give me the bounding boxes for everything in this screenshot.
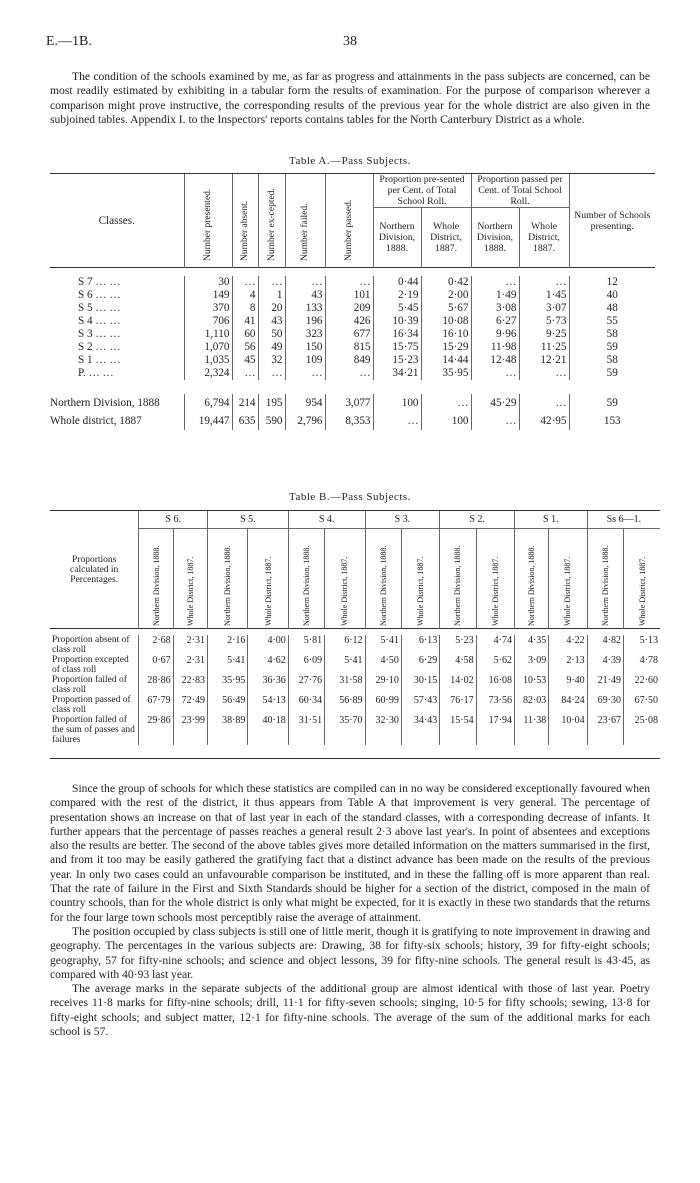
percentage-cell: 9·40 (549, 675, 587, 695)
percentage-cell: 25·08 (624, 715, 660, 745)
cell-qn: … (471, 367, 519, 380)
percentage-cell: 4·62 (248, 655, 288, 675)
percentage-cell: 56·49 (208, 695, 248, 715)
cell-absent: 635 (232, 412, 258, 430)
whole-district-header: Whole District, 1887. (549, 529, 587, 629)
cell-pw: 100 (421, 412, 471, 430)
percentage-cell: 4·00 (248, 635, 288, 655)
whole-district-header: Whole District, 1887. (624, 529, 660, 629)
cell-schools: 59 (569, 394, 655, 412)
whole-district-header: Whole District, 1887. (401, 529, 439, 629)
percentage-cell: 6·12 (325, 635, 365, 655)
cell-qn: 12·48 (471, 354, 519, 367)
percentage-cell: 4·58 (440, 655, 476, 675)
cell-passed: 8,353 (325, 412, 373, 430)
table-b-row (50, 695, 660, 715)
standard-group-header: S 3. (365, 511, 440, 529)
percentage-cell: 10·04 (549, 715, 587, 745)
cell-failed: 323 (285, 328, 325, 341)
cell-qw: 1·45 (519, 289, 569, 302)
cell-qn: 3·08 (471, 302, 519, 315)
percentage-cell: 29·86 (139, 715, 173, 745)
northern-division-header: Northern Division, 1888. (288, 529, 324, 629)
percentage-cell: 22·60 (624, 675, 660, 695)
cell-passed: … (325, 367, 373, 380)
page-number: 38 (343, 34, 357, 49)
cell-qn: 6·27 (471, 315, 519, 328)
cell-absent: 45 (232, 354, 258, 367)
cell-absent: 56 (232, 341, 258, 354)
cell-pn: 5·45 (373, 302, 421, 315)
percentage-cell: 2·68 (139, 635, 173, 655)
table-a-row (50, 341, 655, 354)
cell-qn: 1·49 (471, 289, 519, 302)
cell-pn: 2·19 (373, 289, 421, 302)
northern-division-header: Northern Division, 1888. (139, 529, 173, 629)
col-failed-header: Number failed. (285, 174, 325, 268)
percentage-cell: 30·15 (401, 675, 439, 695)
percentage-cell: 6·09 (288, 655, 324, 675)
percentage-cell: 5·23 (440, 635, 476, 655)
percentage-cell: 67·79 (139, 695, 173, 715)
class-label: Northern Division, 1888 (50, 396, 160, 409)
cell-pw: 16·10 (421, 328, 471, 341)
cell-qw: … (519, 367, 569, 380)
cell-excepted: 32 (258, 354, 285, 367)
cell-passed: … (325, 276, 373, 289)
table-a-row (50, 367, 655, 380)
cell-absent: 8 (232, 302, 258, 315)
percentage-cell: 32·30 (365, 715, 401, 745)
cell-pw: 0·42 (421, 276, 471, 289)
percentage-cell: 72·49 (173, 695, 207, 715)
cell-pn: 15·23 (373, 354, 421, 367)
cell-failed: … (285, 276, 325, 289)
cell-excepted: 49 (258, 341, 285, 354)
standard-group-header: S 4. (288, 511, 365, 529)
cell-presented: 30 (184, 276, 232, 289)
percentage-cell: 5·13 (624, 635, 660, 655)
percentage-cell: 11·38 (514, 715, 548, 745)
whole-district-header: Whole District, 1887. (325, 529, 365, 629)
cell-presented: 706 (184, 315, 232, 328)
percentage-cell: 6·13 (401, 635, 439, 655)
table-b-corner: Proportions calculated in Percentages. (50, 511, 139, 629)
row-label: Proportion absent of class roll (52, 634, 130, 655)
percentage-cell: 23·67 (587, 715, 623, 745)
table-a-row (50, 354, 655, 367)
cell-qn: 11·98 (471, 341, 519, 354)
class-label: S 4 … … (78, 315, 121, 327)
report-code: E.—1B. (46, 34, 92, 49)
cell-failed: … (285, 367, 325, 380)
percentage-cell: 4·39 (587, 655, 623, 675)
cell-qn: 45·29 (471, 394, 519, 412)
body-paragraph: The average marks in the separate subjects of the additional group are almost identical with those of last year. Poetry receives 11·8 marks for fifty-nine schools; drill, 11·1 for fifty-seven schools; singing, 10·5 for fifty schools; sewing, 13·8 for fifty-eight schools; and subject matter, 12·1 for fifty-nine schools. The average of the sum of the additional marks for each school is 57. (50, 982, 650, 1039)
standard-group-header: S 6. (139, 511, 208, 529)
cell-qn: … (471, 412, 519, 430)
body-paragraph: The position occupied by class subjects is still one of little merit, though it is gratifying to note improvement in drawing and geography. The percentages in the various subjects are: Drawing, 38 for fifty-six schools; history, 39 for fifty-eight schools; geography, 57 for fifty-nine schools; and science and object lessons, 39 for fifty-nine schools. The general result is 43·45, as compared with 40·93 last year. (50, 924, 650, 981)
cell-failed: 150 (285, 341, 325, 354)
northern-division-header: Northern Division, 1888. (365, 529, 401, 629)
cell-schools: 153 (569, 412, 655, 430)
northern-division-header: Northern Division, 1888. (208, 529, 248, 629)
northern-division-header: Northern Division, 1888. (587, 529, 623, 629)
percentage-cell: 69·30 (587, 695, 623, 715)
cell-failed: 43 (285, 289, 325, 302)
cell-absent: … (232, 367, 258, 380)
cell-presented: 6,794 (184, 394, 232, 412)
cell-qw: 42·95 (519, 412, 569, 430)
class-label: S 7 … … (78, 276, 121, 288)
percentage-cell: 10·53 (514, 675, 548, 695)
cell-pw: 2·00 (421, 289, 471, 302)
cell-qw: … (519, 276, 569, 289)
percentage-cell: 3·09 (514, 655, 548, 675)
cell-passed: 209 (325, 302, 373, 315)
percentage-cell: 84·24 (549, 695, 587, 715)
classes-header: Classes. (50, 174, 184, 268)
cell-presented: 1,070 (184, 341, 232, 354)
cell-pn: 10·39 (373, 315, 421, 328)
col-presented-header: Number presented. (184, 174, 232, 268)
standard-group-header: S 1. (514, 511, 587, 529)
cell-pn: 100 (373, 394, 421, 412)
cell-presented: 1,110 (184, 328, 232, 341)
table-b-row (50, 655, 660, 675)
cell-schools: 59 (569, 341, 655, 354)
cell-excepted: 20 (258, 302, 285, 315)
percentage-cell: 27·76 (288, 675, 324, 695)
percentage-cell: 16·08 (476, 675, 514, 695)
percentage-cell: 73·56 (476, 695, 514, 715)
cell-pw: 5·67 (421, 302, 471, 315)
percentage-cell: 4·78 (624, 655, 660, 675)
cell-schools: 58 (569, 328, 655, 341)
group-passed-header: Proportion passed per Cent. of Total School Roll. (471, 174, 569, 208)
percentage-cell: 54·13 (248, 695, 288, 715)
sub-north-passed: Northern Division, 1888. (471, 208, 519, 268)
cell-excepted: … (258, 276, 285, 289)
intro-paragraph (50, 70, 650, 127)
cell-presented: 149 (184, 289, 232, 302)
percentage-cell: 4·82 (587, 635, 623, 655)
percentage-cell: 60·34 (288, 695, 324, 715)
cell-pn: 34·21 (373, 367, 421, 380)
cell-passed: 3,077 (325, 394, 373, 412)
standard-group-header: Ss 6—1. (587, 511, 660, 529)
percentage-cell: 4·22 (549, 635, 587, 655)
whole-district-header: Whole District, 1887. (173, 529, 207, 629)
northern-division-header: Northern Division, 1888. (440, 529, 476, 629)
cell-failed: 133 (285, 302, 325, 315)
percentage-cell: 5·41 (365, 635, 401, 655)
cell-failed: 954 (285, 394, 325, 412)
cell-qw: … (519, 394, 569, 412)
cell-passed: 815 (325, 341, 373, 354)
cell-qw: 12·21 (519, 354, 569, 367)
cell-passed: 677 (325, 328, 373, 341)
cell-excepted: 1 (258, 289, 285, 302)
cell-schools: 48 (569, 302, 655, 315)
cell-schools: 40 (569, 289, 655, 302)
percentage-cell: 22·83 (173, 675, 207, 695)
body-text (50, 782, 650, 1039)
cell-pw: 15·29 (421, 341, 471, 354)
group-presented-header: Proportion pre-sented per Cent. of Total School Roll. (373, 174, 471, 208)
cell-failed: 2,796 (285, 412, 325, 430)
page-header (46, 34, 654, 52)
row-label: Proportion passed of class roll (52, 694, 131, 715)
percentage-cell: 76·17 (440, 695, 476, 715)
percentage-cell: 2·31 (173, 655, 207, 675)
table-a-row (50, 315, 655, 328)
cell-passed: 849 (325, 354, 373, 367)
cell-excepted: 43 (258, 315, 285, 328)
class-label: S 1 … … (78, 354, 121, 366)
percentage-cell: 5·81 (288, 635, 324, 655)
table-b-row (50, 675, 660, 695)
cell-excepted: 50 (258, 328, 285, 341)
cell-presented: 2,324 (184, 367, 232, 380)
percentage-cell: 57·43 (401, 695, 439, 715)
cell-schools: 55 (569, 315, 655, 328)
row-label: Proportion failed of class roll (52, 674, 127, 695)
cell-qw: 11·25 (519, 341, 569, 354)
intro-text: The condition of the schools examined by me, as far as progress and attainments in the pass subjects are concerned, can be most readily estimated by exhibiting in a tabular form the results of examination. For the purpose of comparison wherever a comparison might prove instructive, the corresponding results of the previous year for the whole district are also given in the subjoined tables. Appendix I. to the Inspectors' reports contains tables for the North Canterbury District as a whole. (50, 70, 650, 126)
percentage-cell: 35·95 (208, 675, 248, 695)
percentage-cell: 31·58 (325, 675, 365, 695)
table-b (50, 510, 660, 759)
cell-passed: 426 (325, 315, 373, 328)
percentage-cell: 38·89 (208, 715, 248, 745)
percentage-cell: 2·16 (208, 635, 248, 655)
cell-qw: 3·07 (519, 302, 569, 315)
table-a-row (50, 412, 655, 430)
cell-presented: 19,447 (184, 412, 232, 430)
cell-schools: 58 (569, 354, 655, 367)
cell-pw: 35·95 (421, 367, 471, 380)
cell-failed: 109 (285, 354, 325, 367)
cell-presented: 370 (184, 302, 232, 315)
sub-whole-passed: Whole District, 1887. (519, 208, 569, 268)
cell-pn: 0·44 (373, 276, 421, 289)
class-label: P. … … (78, 367, 114, 379)
cell-absent: 60 (232, 328, 258, 341)
cell-absent: … (232, 276, 258, 289)
table-a-row (50, 394, 655, 412)
cell-pw: 10·08 (421, 315, 471, 328)
class-label: S 5 … … (78, 302, 121, 314)
row-label: Proportion failed of the sum of passes and failures (52, 714, 135, 745)
cell-absent: 41 (232, 315, 258, 328)
col-absent-header: Number absent. (232, 174, 258, 268)
percentage-cell: 4·74 (476, 635, 514, 655)
cell-schools: 59 (569, 367, 655, 380)
percentage-cell: 5·41 (325, 655, 365, 675)
cell-excepted: 195 (258, 394, 285, 412)
cell-passed: 101 (325, 289, 373, 302)
percentage-cell: 82·03 (514, 695, 548, 715)
percentage-cell: 14·02 (440, 675, 476, 695)
table-a-row (50, 328, 655, 341)
class-label: Whole district, 1887 (50, 414, 142, 427)
percentage-cell: 23·99 (173, 715, 207, 745)
percentage-cell: 29·10 (365, 675, 401, 695)
percentage-cell: 0·67 (139, 655, 173, 675)
table-a-row (50, 302, 655, 315)
cell-qn: … (471, 276, 519, 289)
table-b-caption: Table B.—Pass Subjects. (289, 491, 411, 503)
table-a-row (50, 289, 655, 302)
schools-header: Number of Schools presenting. (569, 174, 655, 268)
cell-pn: … (373, 412, 421, 430)
whole-district-header: Whole District, 1887. (476, 529, 514, 629)
cell-pn: 16·34 (373, 328, 421, 341)
percentage-cell: 2·13 (549, 655, 587, 675)
percentage-cell: 17·94 (476, 715, 514, 745)
cell-qn: 9·96 (471, 328, 519, 341)
row-label: Proportion excepted of class roll (52, 654, 129, 675)
table-b-row (50, 715, 660, 745)
whole-district-header: Whole District, 1887. (248, 529, 288, 629)
table-a (50, 173, 655, 430)
cell-pw: 14·44 (421, 354, 471, 367)
sub-whole-presented: Whole District, 1887. (421, 208, 471, 268)
percentage-cell: 28·86 (139, 675, 173, 695)
cell-absent: 214 (232, 394, 258, 412)
percentage-cell: 36·36 (248, 675, 288, 695)
percentage-cell: 21·49 (587, 675, 623, 695)
cell-excepted: … (258, 367, 285, 380)
body-paragraph: Since the group of schools for which these statistics are compiled can in no way be considered exceptionally favoured when compared with the rest of the district, it thus appears from Table A that improvement is very general. The percentage of presentation shows an increase on that of last year in each of the standard classes, with a corresponding decrease of infants. It further appears that the percentage of passes reaches a general result 2·3 above last year's. In point of absentees and exceptions also the results are better. The second of the above tables gives more detailed information on the matters summarised in the first, and from it too may be easily gathered the gratifying fact that a distinct advance has been made on the results of the previous year. In only two cases could an unfavourable comparison be instituted, and in these the falling off is more apparent than real. That the rate of failure in the First and Sixth Standards should be higher for a section of the district, composed in the main of country schools, than for the whole district is only what might be expected, for it is exactly in these two standards that the returns for the four large town schools most perceptibly raise the average of attainment. (50, 782, 650, 924)
class-label: S 3 … … (78, 328, 121, 340)
cell-pw: … (421, 394, 471, 412)
class-label: S 6 … … (78, 289, 121, 301)
percentage-cell: 5·62 (476, 655, 514, 675)
cell-absent: 4 (232, 289, 258, 302)
col-passed-header: Number passed. (325, 174, 373, 268)
cell-presented: 1,035 (184, 354, 232, 367)
cell-qw: 5·73 (519, 315, 569, 328)
cell-pn: 15·75 (373, 341, 421, 354)
percentage-cell: 4·35 (514, 635, 548, 655)
percentage-cell: 60·99 (365, 695, 401, 715)
percentage-cell: 40·18 (248, 715, 288, 745)
cell-failed: 196 (285, 315, 325, 328)
table-b-row (50, 635, 660, 655)
percentage-cell: 35·70 (325, 715, 365, 745)
table-a-caption: Table A.—Pass Subjects. (289, 155, 411, 167)
percentage-cell: 2·31 (173, 635, 207, 655)
standard-group-header: S 5. (208, 511, 289, 529)
percentage-cell: 6·29 (401, 655, 439, 675)
percentage-cell: 31·51 (288, 715, 324, 745)
cell-excepted: 590 (258, 412, 285, 430)
percentage-cell: 67·50 (624, 695, 660, 715)
standard-group-header: S 2. (440, 511, 515, 529)
percentage-cell: 34·43 (401, 715, 439, 745)
percentage-cell: 56·89 (325, 695, 365, 715)
percentage-cell: 4·50 (365, 655, 401, 675)
class-label: S 2 … … (78, 341, 121, 353)
sub-north-presented: Northern Division, 1888. (373, 208, 421, 268)
table-a-row (50, 276, 655, 289)
percentage-cell: 15·54 (440, 715, 476, 745)
percentage-cell: 5·41 (208, 655, 248, 675)
col-excepted-header: Number ex-cepted. (258, 174, 285, 268)
cell-schools: 12 (569, 276, 655, 289)
cell-qw: 9·25 (519, 328, 569, 341)
northern-division-header: Northern Division, 1888. (514, 529, 548, 629)
